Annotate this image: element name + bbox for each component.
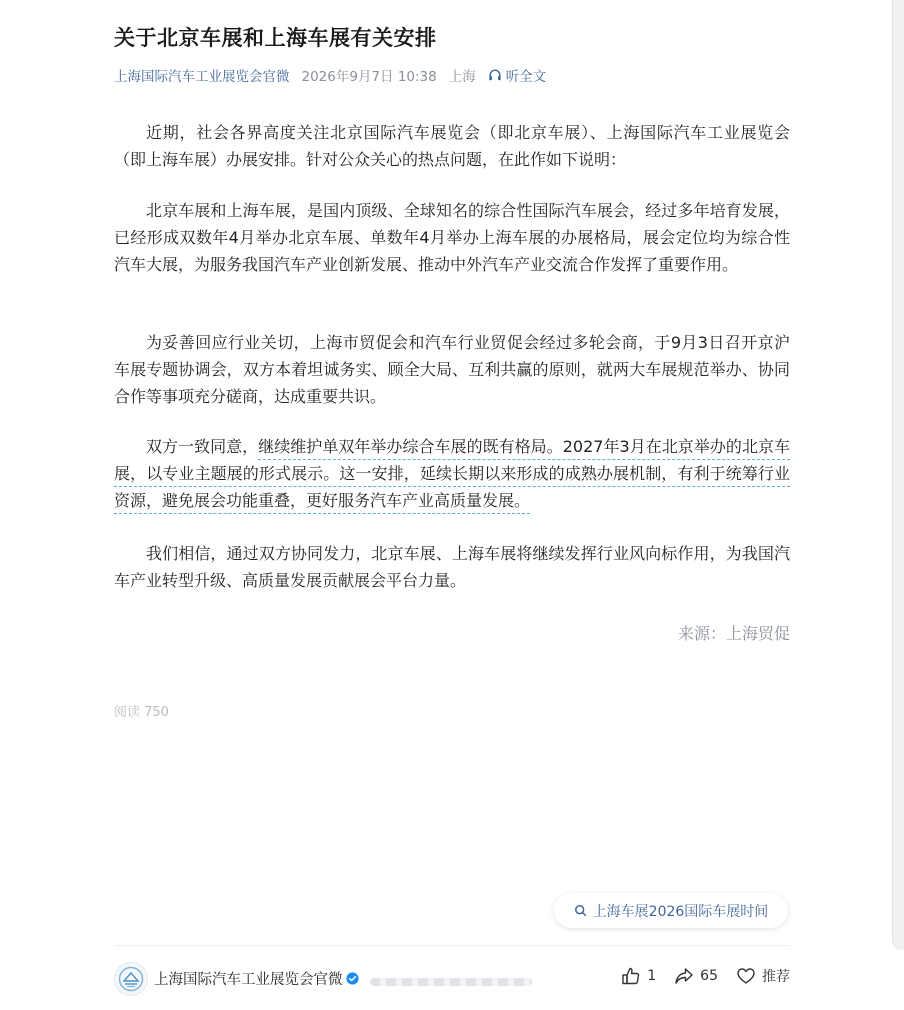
share-button[interactable] (674, 966, 718, 986)
search-suggestion-button[interactable] (554, 893, 788, 928)
share-arrow-icon (674, 966, 694, 986)
publish-location: 上海 (448, 69, 476, 85)
footer-divider (114, 945, 790, 946)
recommend-button[interactable] (736, 966, 790, 986)
paragraph-lead: 双方一致同意， (146, 437, 259, 456)
side-panel-edge (892, 0, 904, 950)
paragraph: 我们相信，通过双方协同发力，北京车展、上海车展将继续发挥行业风向标作用，为我国汽车产业转型升级、高质量发展贡献展会平台力量。 (114, 544, 790, 590)
listen-label: 听全文 (505, 69, 547, 85)
heart-icon (736, 966, 756, 986)
paragraph: 为妥善回应行业关切，上海市贸促会和汽车行业贸促会经过多轮会商，于9月3日召开京沪车展专题协调会，双方本着坦诚务实、顾全大局、互利共赢的原则，就两大车展规范举办、协同合作等事项充分磋商，达成重要共识。 (114, 333, 790, 406)
expo-logo-icon (118, 966, 144, 992)
article-meta (114, 66, 546, 84)
like-count: 1 (647, 968, 657, 984)
highlighted-keyword-text[interactable]: 继续维护单双年举办综合车展的既有格局。2027年3月在北京举办的北京车展，以专业主题展的形式展示。这一安排，延续长期以来形成的成熟办展机制，有利于统筹行业资源，避免展会功能重叠，更好服务汽车产业高质量发展。 (114, 437, 790, 514)
publish-time: 2026年9月7日 10:38 (301, 69, 437, 85)
paragraph (114, 433, 790, 514)
paragraph: 北京车展和上海车展，是国内顶级、全球知名的综合性国际汽车展会，经过多年培育发展，已经形成双数年4月举办北京车展、单数年4月举办上海车展的办展格局，展会定位均为综合性汽车大展，为服务我国汽车产业创新发展、推动中外汽车产业交流合作发挥了重要作用。 (114, 201, 790, 274)
paragraph: 近期，社会各界高度关注北京国际汽车展览会（即北京车展）、上海国际汽车工业展览会（即上海车展）办展安排。针对公众关心的热点问题，在此作如下说明： (114, 123, 790, 169)
recommend-label: 推荐 (762, 969, 790, 985)
search-icon (574, 904, 587, 917)
article-footer (114, 960, 790, 996)
account-name: 上海国际汽车工业展览会官微 (154, 972, 343, 988)
read-count: 阅读 750 (114, 705, 169, 720)
listen-button[interactable] (488, 65, 547, 85)
author-link[interactable]: 上海国际汽车工业展览会官微 (114, 69, 290, 85)
headphones-icon (488, 68, 502, 82)
article-source: 来源：上海贸促 (677, 624, 790, 643)
action-bar (621, 966, 790, 986)
search-suggestion-label: 上海车展2026国际车展时间 (592, 903, 769, 920)
thumbs-up-icon (621, 966, 641, 986)
article-title: 关于北京车展和上海车展有关安排 (114, 26, 437, 50)
like-button[interactable] (621, 966, 656, 986)
account-name-link[interactable] (154, 968, 359, 989)
blurred-watermark (370, 978, 532, 986)
verified-badge-icon (346, 972, 359, 985)
share-count: 65 (700, 968, 718, 984)
avatar[interactable] (114, 962, 148, 996)
